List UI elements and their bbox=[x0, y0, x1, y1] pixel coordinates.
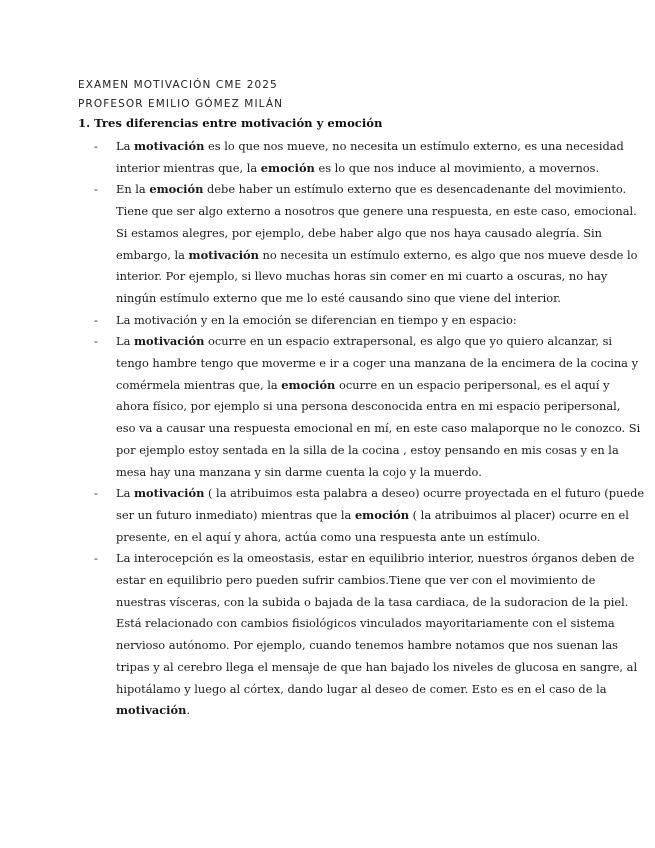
text-line bbox=[116, 592, 629, 614]
bullet-dash: - bbox=[94, 551, 98, 566]
text-line bbox=[116, 201, 637, 223]
bullet-dash: - bbox=[94, 334, 98, 349]
text-line bbox=[116, 657, 638, 679]
text-run: interior mientras que, la bbox=[116, 160, 261, 175]
text-line bbox=[116, 266, 608, 288]
text-run: comérmela mientras que, la bbox=[116, 377, 282, 392]
section-heading: 1. Tres diferencias entre motivación y emoción bbox=[78, 116, 383, 130]
bold-term: motivación bbox=[133, 139, 205, 153]
bold-term: motivación bbox=[116, 703, 187, 718]
list-item bbox=[0, 548, 655, 722]
text-run: La motivación y en la emoción se diferencian en tiempo y en espacio: bbox=[116, 312, 517, 327]
text-line bbox=[116, 223, 602, 245]
text-run: En la bbox=[116, 182, 150, 197]
list-item-text bbox=[116, 136, 624, 179]
text-run: ocurre en un espacio peripersonal, es el aquí y bbox=[335, 377, 610, 392]
text-run: ocurre en un espacio extrapersonal, es algo que yo quiero alcanzar, si bbox=[204, 334, 613, 349]
text-line bbox=[116, 527, 576, 549]
text-line bbox=[116, 483, 645, 505]
bold-term: motivación bbox=[188, 247, 259, 262]
text-line bbox=[116, 418, 641, 440]
text-run: presente, en el aquí y ahora, actúa como una respuesta ante un estímulo. bbox=[116, 529, 541, 544]
bold-term: emoción bbox=[281, 377, 336, 392]
text-run: es lo que nos mueve, no necesita un estímulo externo, es una necesidad bbox=[204, 139, 624, 153]
text-run: La bbox=[116, 486, 134, 501]
bullet-dash: - bbox=[94, 182, 98, 197]
bullet-dash: - bbox=[94, 486, 98, 501]
list-item-text bbox=[116, 310, 576, 332]
exam-title: EXAMEN MOTIVACIÓN CME 2025 bbox=[78, 79, 278, 91]
list-item-text bbox=[116, 331, 641, 483]
text-line bbox=[116, 613, 615, 635]
list-item bbox=[0, 483, 655, 548]
text-run: . bbox=[186, 703, 191, 718]
text-run: por ejemplo estoy sentada en la silla de la cocina , estoy pensando en mis cosas y en la bbox=[116, 442, 619, 457]
bold-term: motivación bbox=[133, 486, 205, 501]
list-item bbox=[0, 136, 655, 179]
text-run: interior. Por ejemplo, si llevo muchas horas sin comer en mi cuarto a oscuras, no hay bbox=[116, 269, 608, 284]
text-run: hipotálamo y luego al córtex, dando lugar al deseo de comer. Esto es en el caso de la bbox=[116, 681, 607, 696]
text-run: ( la atribuimos al placer) ocurre en el bbox=[408, 507, 629, 522]
bullet-dash: - bbox=[94, 312, 98, 327]
text-run: nuestras vísceras, con la subida o bajada de la tasa cardiaca, de la sudoracion de la piel. bbox=[116, 594, 629, 609]
text-line bbox=[116, 440, 619, 462]
text-run: debe haber un estímulo externo que es desencadenante del movimiento. bbox=[203, 182, 627, 197]
professor-name: PROFESOR EMILIO GÓMEZ MILÁN bbox=[78, 98, 284, 110]
list-item-text bbox=[116, 548, 638, 722]
text-line bbox=[116, 353, 639, 375]
text-run: es lo que nos induce al movimiento, a movernos. bbox=[314, 160, 600, 175]
text-run: no necesita un estímulo externo, es algo que nos mueve desde lo bbox=[258, 247, 638, 262]
text-line bbox=[116, 679, 607, 701]
text-run: Si estamos alegres, por ejemplo, debe haber algo que nos haya causado alegría. Sin bbox=[116, 225, 602, 240]
bold-term: emoción bbox=[354, 507, 409, 522]
text-line bbox=[116, 136, 624, 158]
text-run: tripas y al cerebro llega el mensaje de que han bajado los niveles de glucosa en sangre, al bbox=[116, 659, 638, 674]
text-run: eso va a causar una respuesta emocional en mí, en este caso malaporque no le conozco. Si bbox=[116, 421, 641, 436]
text-line bbox=[116, 375, 610, 397]
text-line bbox=[116, 570, 596, 592]
text-run: nervioso autónomo. Por ejemplo, cuando tenemos hambre notamos que nos suenan las bbox=[116, 638, 618, 653]
list-item bbox=[0, 310, 655, 332]
text-run: Tiene que ser algo externo a nosotros que genere una respuesta, en este caso, emocional. bbox=[116, 204, 637, 219]
text-line bbox=[116, 245, 638, 267]
bold-term: emoción bbox=[149, 182, 204, 197]
text-line bbox=[116, 462, 576, 484]
answer-list bbox=[0, 136, 655, 722]
list-item-text bbox=[116, 179, 638, 309]
bullet-dash: - bbox=[94, 139, 98, 153]
list-item bbox=[0, 331, 655, 483]
bold-term: emoción bbox=[260, 160, 315, 175]
text-line bbox=[116, 158, 600, 180]
text-line bbox=[116, 635, 618, 657]
text-run: estar en equilibrio pero pueden sufrir cambios.Tiene que ver con el movimiento de bbox=[116, 573, 596, 588]
text-run: La interocepción es la omeostasis, estar en equilibrio interior, nuestros órganos deben de bbox=[116, 551, 635, 566]
text-run: La bbox=[116, 334, 134, 349]
text-line bbox=[116, 396, 621, 418]
list-item-text bbox=[116, 483, 645, 548]
text-line bbox=[116, 310, 576, 332]
text-line bbox=[116, 288, 576, 310]
text-run: ningún estímulo externo que me lo esté causando sino que viene del interior. bbox=[116, 290, 561, 305]
list-item bbox=[0, 179, 655, 309]
text-run: ser un futuro inmediato) mientras que la bbox=[116, 507, 355, 522]
bold-term: motivación bbox=[133, 334, 205, 349]
text-line bbox=[116, 331, 613, 353]
text-run: tengo hambre tengo que moverme e ir a coger una manzana de la encimera de la cocina y bbox=[116, 356, 639, 371]
text-run: Está relacionado con cambios fisiológicos vinculados mayoritariamente con el sistema bbox=[116, 616, 615, 631]
text-line bbox=[116, 700, 576, 722]
text-run: mesa hay una manzana y sin darme cuenta la cojo y la muerdo. bbox=[116, 464, 482, 479]
text-run: La bbox=[116, 139, 134, 153]
text-run: ( la atribuimos esta palabra a deseo) ocurre proyectada en el futuro (puede bbox=[204, 486, 645, 501]
text-line bbox=[116, 505, 629, 527]
text-run: embargo, la bbox=[116, 247, 189, 262]
text-run: ahora físico, por ejemplo si una persona desconocida entra en mi espacio peripersonal, bbox=[116, 399, 621, 414]
text-line bbox=[116, 548, 635, 570]
text-line bbox=[116, 179, 627, 201]
